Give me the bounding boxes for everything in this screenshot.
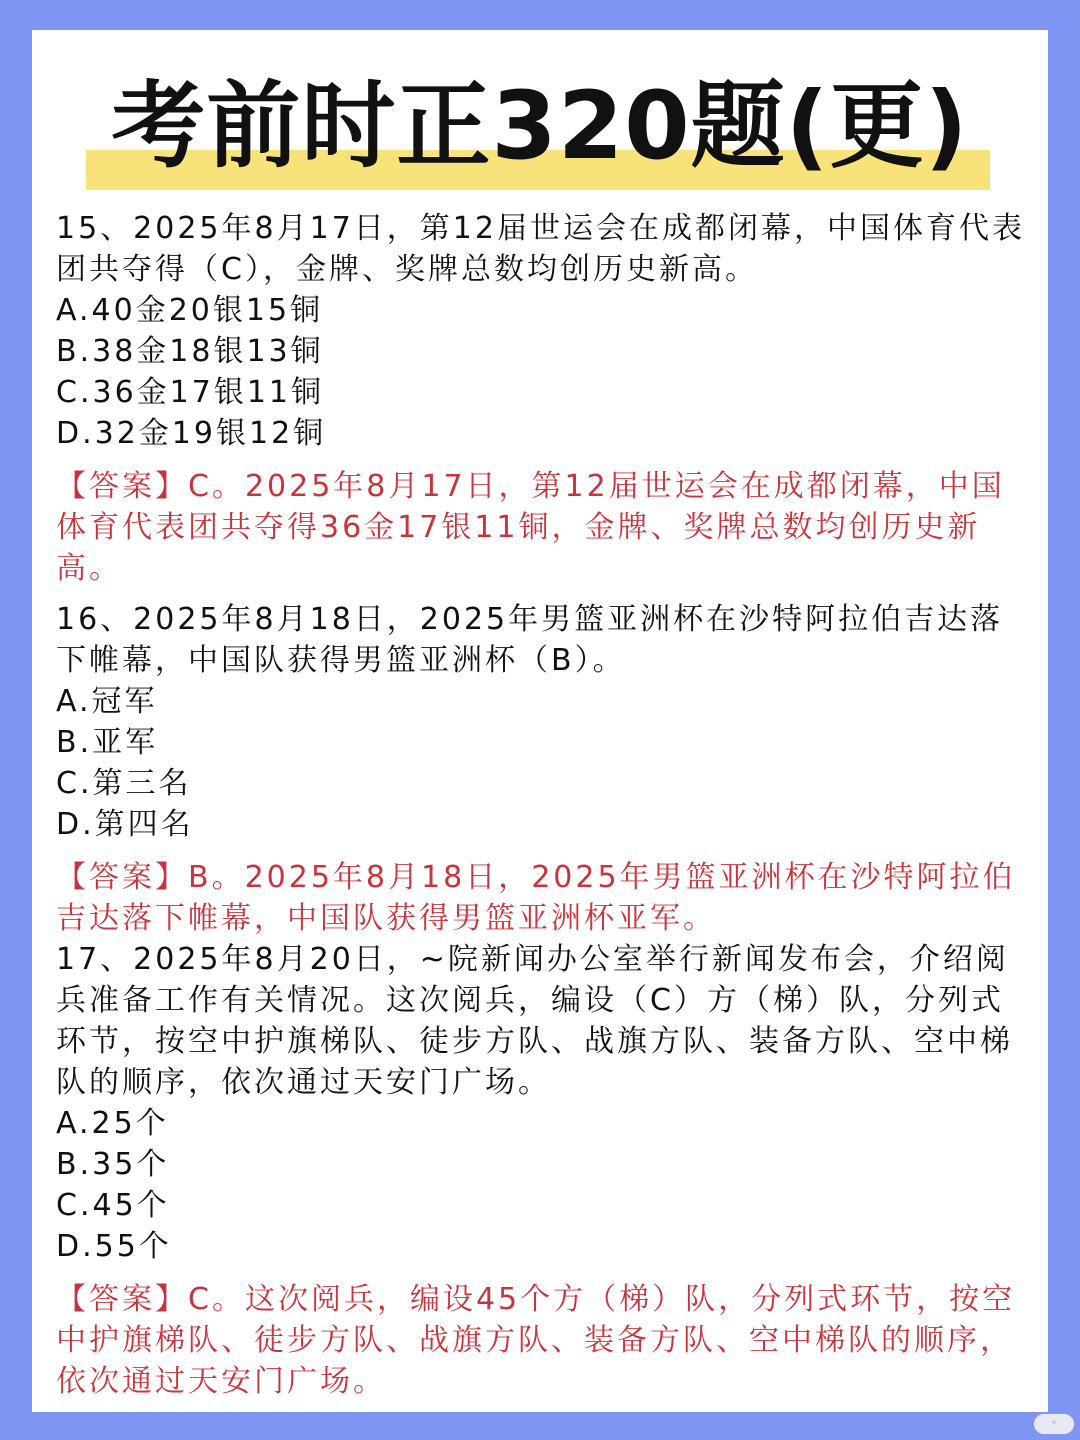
question-item (56, 599, 1036, 939)
option-b: B.35个 (56, 1147, 170, 1182)
question-text: 16、2025年8月18日，2025年男篮亚洲杯在沙特阿拉伯吉达落下帷幕，中国队获得男篮亚洲杯（B）。 (56, 602, 1004, 678)
option-a: A.25个 (56, 1106, 169, 1141)
question-list (56, 208, 1036, 1412)
content-card (32, 30, 1048, 1412)
option-b: B.亚军 (56, 725, 159, 760)
option-d: D.55个 (56, 1229, 172, 1264)
question-text: 15、2025年8月17日，第12届世运会在成都闭幕，中国体育代表团共夺得（C），金牌、奖牌总数均创历史新高。 (56, 211, 1025, 287)
option-c: C.45个 (56, 1188, 170, 1223)
question-text: 17、2025年8月20日，~院新闻办公室举行新闻发布会，介绍阅兵准备工作有关情况。这次阅兵，编设（C）方（梯）队，分列式环节，按空中护旗梯队、徒步方队、战旗方队、装备方队、空中梯队的顺序，依次通过天安门广场。 (56, 942, 1013, 1100)
option-d: D.32金19银12铜 (56, 416, 327, 451)
title-area (32, 64, 1048, 204)
option-c: C.第三名 (56, 766, 192, 801)
answer-text: 【答案】C。这次阅兵，编设45个方（梯）队，分列式环节，按空中护旗梯队、徒步方队、战旗方队、装备方队、空中梯队的顺序，依次通过天安门广场。 (56, 1282, 1016, 1399)
option-d: D.第四名 (56, 807, 194, 842)
answer-text: 【答案】C。2025年8月17日，第12届世运会在成都闭幕，中国体育代表团共夺得36金17银11铜，金牌、奖牌总数均创历史新高。 (56, 469, 1005, 586)
option-c: C.36金17银11铜 (56, 375, 325, 410)
option-a: A.40金20银15铜 (56, 293, 324, 328)
page-title: 考前时正320题(更) (111, 72, 969, 181)
option-b: B.38金18银13铜 (56, 334, 324, 369)
question-item (56, 208, 1036, 589)
option-a: A.冠军 (56, 684, 158, 719)
question-item (56, 939, 1036, 1402)
brand-logo-icon: ✦ (1034, 1414, 1074, 1434)
answer-text: 【答案】B。2025年8月18日，2025年男篮亚洲杯在沙特阿拉伯吉达落下帷幕，中国队获得男篮亚洲杯亚军。 (56, 860, 1016, 936)
